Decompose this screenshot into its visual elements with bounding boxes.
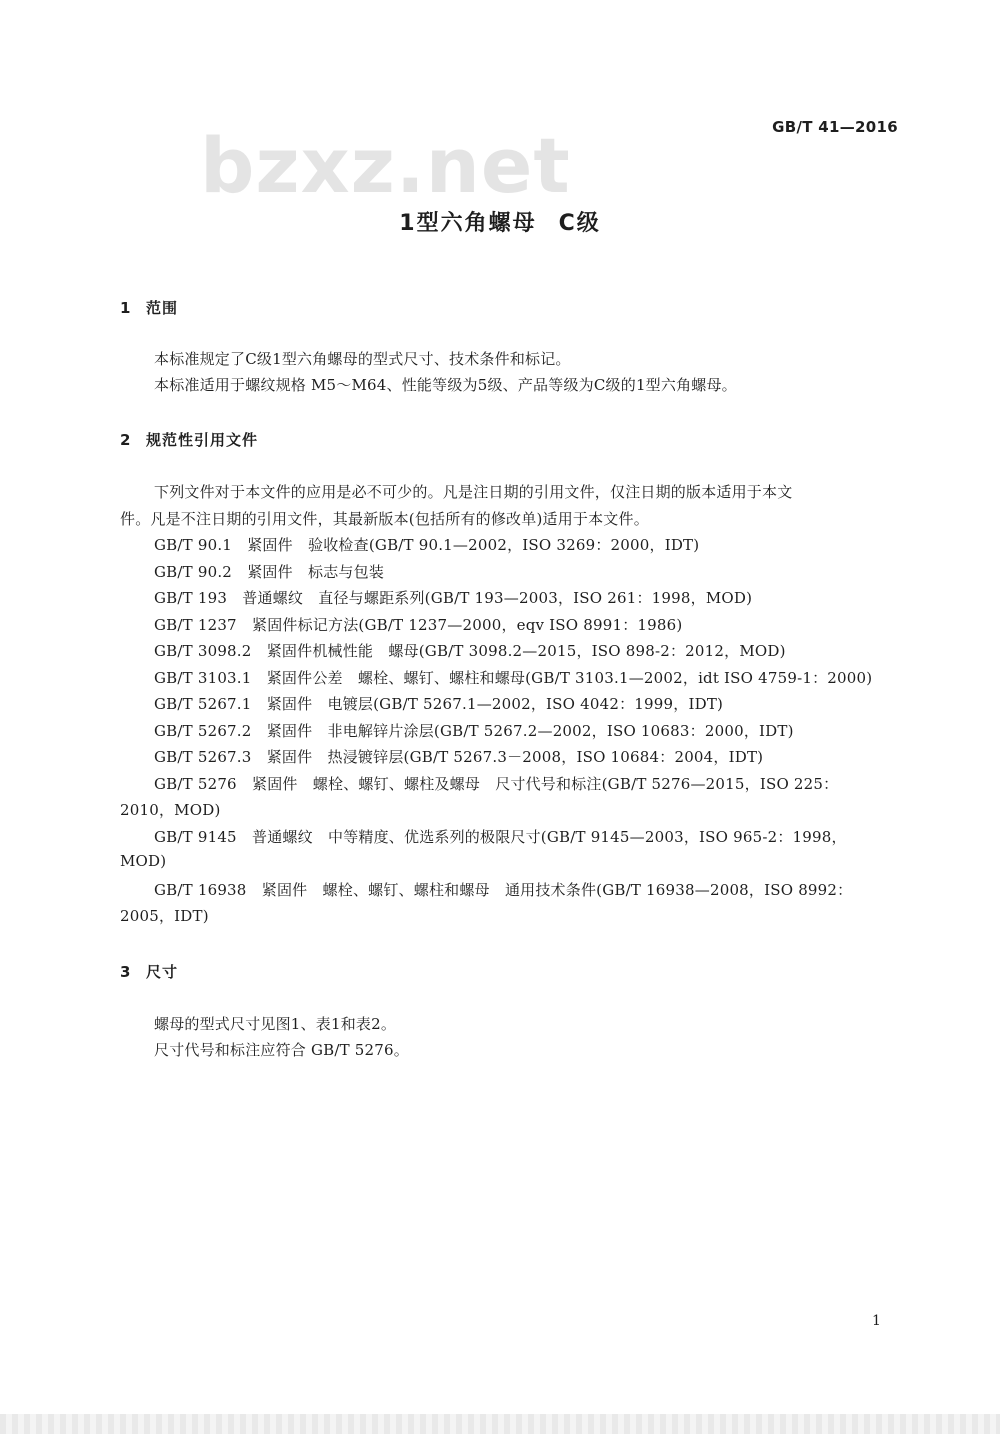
section-2-number: 2 xyxy=(120,431,132,449)
page-number: 1 xyxy=(872,1313,881,1329)
section-2-intro: 下列文件对于本文件的应用是必不可少的。凡是注日期的引用文件，仅注日期的版本适用于本文 xyxy=(154,483,793,501)
section-2-title: 规范性引用文件 xyxy=(146,431,259,449)
reference-item: GB/T 5267.3 紧固件 热浸镀锌层(GB/T 5267.3－2008，ISO 10684：2004，IDT) xyxy=(154,748,764,766)
section-3-heading xyxy=(120,961,178,982)
section-1-title: 范围 xyxy=(146,299,179,317)
reference-item: GB/T 3098.2 紧固件机械性能 螺母(GB/T 3098.2—2015，ISO 898-2：2012，MOD) xyxy=(154,642,786,660)
reference-item: GB/T 9145 普通螺纹 中等精度、优选系列的极限尺寸(GB/T 9145—2003，ISO 965-2：1998， xyxy=(154,828,847,846)
section-2-heading xyxy=(120,429,258,450)
standard-code: GB/T 41—2016 xyxy=(772,118,898,136)
reference-item: GB/T 3103.1 紧固件公差 螺栓、螺钉、螺柱和螺母(GB/T 3103.1—2002，idt ISO 4759-1：2000) xyxy=(154,669,873,687)
reference-item-continuation: 2010，MOD) xyxy=(120,801,221,819)
reference-item: GB/T 193 普通螺纹 直径与螺距系列(GB/T 193—2003，ISO 261：1998，MOD) xyxy=(154,589,753,607)
bottom-scroll-band xyxy=(0,1414,1000,1434)
reference-item: GB/T 5267.2 紧固件 非电解锌片涂层(GB/T 5267.2—2002，ISO 10683：2000，IDT) xyxy=(154,722,794,740)
section-3-paragraph: 尺寸代号和标注应符合 GB/T 5276。 xyxy=(154,1041,409,1059)
section-1-heading xyxy=(120,297,178,318)
section-3-number: 3 xyxy=(120,963,132,981)
section-1-paragraph: 本标准规定了C级1型六角螺母的型式尺寸、技术条件和标记。 xyxy=(154,350,571,368)
section-3-paragraph: 螺母的型式尺寸见图1、表1和表2。 xyxy=(154,1015,397,1033)
reference-item-continuation: MOD) xyxy=(120,852,167,870)
reference-item: GB/T 90.1 紧固件 验收检查(GB/T 90.1—2002，ISO 3269：2000，IDT) xyxy=(154,536,700,554)
reference-item: GB/T 1237 紧固件标记方法(GB/T 1237—2000，eqv ISO 8991：1986) xyxy=(154,616,683,634)
section-1-number: 1 xyxy=(120,299,132,317)
reference-item-continuation: 2005，IDT) xyxy=(120,907,209,925)
reference-item: GB/T 16938 紧固件 螺栓、螺钉、螺柱和螺母 通用技术条件(GB/T 16938—2008，ISO 8992： xyxy=(154,881,853,899)
section-3-title: 尺寸 xyxy=(146,963,179,981)
reference-item: GB/T 5276 紧固件 螺栓、螺钉、螺柱及螺母 尺寸代号和标注(GB/T 5276—2015，ISO 225： xyxy=(154,775,839,793)
reference-item: GB/T 90.2 紧固件 标志与包装 xyxy=(154,563,385,581)
section-1-paragraph: 本标准适用于螺纹规格 M5～M64、性能等级为5级、产品等级为C级的1型六角螺母。 xyxy=(154,376,737,394)
title-grade: C级 xyxy=(558,211,601,236)
reference-item: GB/T 5267.1 紧固件 电镀层(GB/T 5267.1—2002，ISO 4042：1999，IDT) xyxy=(154,695,724,713)
document-title xyxy=(0,206,1000,237)
section-2-intro: 件。凡是不注日期的引用文件，其最新版本(包括所有的修改单)适用于本文件。 xyxy=(120,510,649,528)
title-main: 1型六角螺母 xyxy=(399,211,537,236)
watermark: bzxz.net xyxy=(200,121,571,210)
